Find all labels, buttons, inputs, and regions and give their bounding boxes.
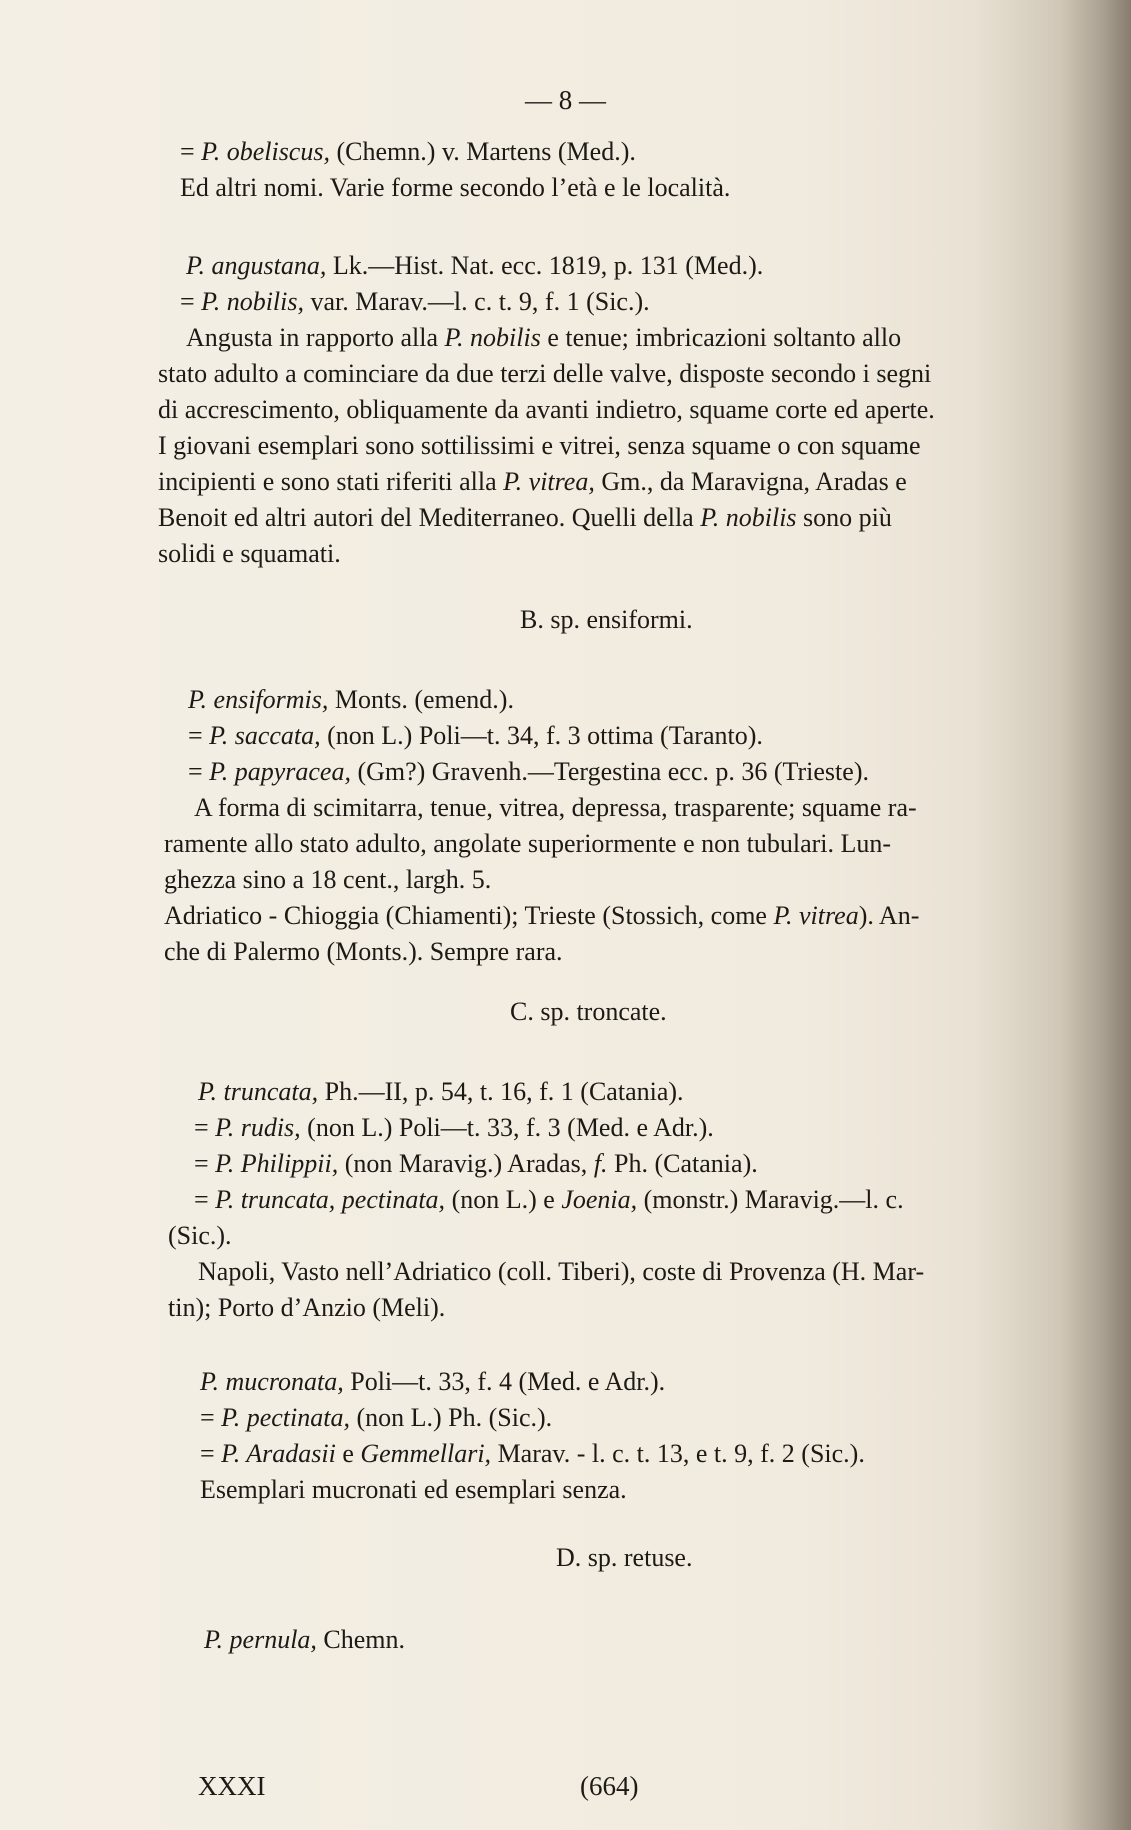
text-span: ramente allo stato adulto, angolate superiormente e non tubulari. Lun- — [164, 829, 892, 858]
italic-text: P. nobilis, — [201, 287, 304, 316]
text-span: incipienti e sono stati riferiti alla — [158, 467, 504, 496]
text-span: (non L.) e — [445, 1185, 562, 1214]
text-line — [164, 936, 563, 968]
text-span: C. sp. troncate. — [510, 997, 667, 1026]
text-span: ). An- — [858, 901, 920, 930]
italic-text: P. vitrea, — [503, 467, 595, 496]
text-line — [200, 1366, 665, 1398]
text-span: Monts. (emend.). — [328, 685, 514, 714]
text-line — [188, 684, 514, 716]
page-edge-shadow — [1061, 0, 1131, 1830]
text-span: (Gm?) Gravenh.—Tergestina ecc. p. 36 (Trieste). — [350, 757, 869, 786]
text-line — [198, 1076, 684, 1108]
text-line — [188, 756, 869, 788]
text-line — [164, 828, 891, 860]
text-line — [186, 322, 901, 354]
text-span: Ph.—II, p. 54, t. 16, f. 1 (Catania). — [318, 1077, 684, 1106]
text-line — [194, 1148, 758, 1180]
text-line — [158, 538, 341, 570]
text-span: Ph. (Catania). — [607, 1149, 758, 1178]
text-line — [200, 1438, 865, 1470]
text-line — [204, 1624, 405, 1656]
text-span: A forma di scimitarra, tenue, vitrea, depressa, trasparente; squame ra- — [194, 793, 917, 822]
text-span: che di Palermo (Monts.). Sempre rara. — [164, 937, 563, 966]
text-span: = — [194, 1185, 216, 1214]
italic-text: P. angustana, — [186, 251, 327, 280]
signature-mark: XXXI — [198, 1771, 266, 1801]
text-span: (non L.) Poli—t. 33, f. 3 (Med. e Adr.). — [300, 1113, 714, 1142]
text-span: = — [194, 1149, 216, 1178]
italic-text: Gemmellari, — [360, 1439, 492, 1468]
text-span: Esemplari mucronati ed esemplari senza. — [200, 1475, 627, 1504]
text-span: D. sp. retuse. — [556, 1543, 693, 1572]
text-span: (Sic.). — [168, 1221, 232, 1250]
text-span: = — [180, 287, 202, 316]
text-line — [510, 996, 667, 1028]
italic-text: P. saccata, — [209, 721, 321, 750]
text-span: (Chemn.) v. Martens (Med.). — [329, 137, 636, 166]
text-line — [194, 792, 917, 824]
italic-text: P. pectinata, — [221, 1403, 350, 1432]
text-line — [164, 864, 491, 896]
italic-text: P. obeliscus, — [201, 137, 330, 166]
text-line — [188, 720, 763, 752]
text-span: var. Marav.—l. c. t. 9, f. 1 (Sic.). — [304, 287, 650, 316]
text-line — [158, 430, 921, 462]
text-line — [180, 136, 636, 168]
text-span: Napoli, Vasto nell’Adriatico (coll. Tiberi), coste di Provenza (H. Mar- — [198, 1257, 925, 1286]
text-line — [168, 1292, 445, 1324]
text-line — [200, 1474, 627, 1506]
folio-number: (664) — [580, 1771, 639, 1801]
text-line — [194, 1184, 904, 1216]
text-span: Chemn. — [316, 1625, 406, 1654]
text-span: I giovani esemplari sono sottilissimi e vitrei, senza squame o con squame — [158, 431, 921, 460]
text-line — [180, 286, 650, 318]
text-span: e tenue; imbricazioni soltanto allo — [540, 323, 902, 352]
italic-text: P. papyracea, — [209, 757, 351, 786]
text-span: solidi e squamati. — [158, 539, 341, 568]
italic-text: P. Aradasii — [221, 1439, 336, 1468]
text-span: Gm., da Maravigna, Aradas e — [594, 467, 907, 496]
text-line — [158, 502, 892, 534]
text-line — [164, 900, 919, 932]
italic-text: P. pernula, — [204, 1625, 317, 1654]
text-span: Marav. - l. c. t. 13, e t. 9, f. 2 (Sic.). — [491, 1439, 865, 1468]
italic-text: Joenia, — [561, 1185, 638, 1214]
page-number: — 8 — — [525, 85, 606, 115]
text-span: (non Maravig.) Aradas, — [338, 1149, 594, 1178]
text-line — [158, 394, 935, 426]
italic-text: P. mucronata, — [200, 1367, 344, 1396]
text-line — [186, 250, 763, 282]
text-span: Benoit ed altri autori del Mediterraneo. Quelli della — [158, 503, 701, 532]
text-span: di accrescimento, obliquamente da avanti indietro, squame corte ed aperte. — [158, 395, 935, 424]
text-line — [198, 1256, 924, 1288]
italic-text: P. truncata, pectinata, — [215, 1185, 446, 1214]
text-span: (monstr.) Maravig.—l. c. — [637, 1185, 904, 1214]
text-line — [180, 172, 730, 204]
text-line — [520, 604, 693, 636]
text-span: = — [194, 1113, 216, 1142]
text-line — [194, 1112, 714, 1144]
text-span: Ed altri nomi. Varie forme secondo l’età e le località. — [180, 173, 731, 202]
italic-text: P. rudis, — [215, 1113, 301, 1142]
text-line — [200, 1402, 552, 1434]
text-span: ghezza sino a 18 cent., largh. 5. — [164, 865, 492, 894]
text-span: = — [180, 137, 202, 166]
text-span: tin); Porto d’Anzio (Meli). — [168, 1293, 446, 1322]
italic-text: P. ensiformis, — [188, 685, 329, 714]
text-span: Lk.—Hist. Nat. ecc. 1819, p. 131 (Med.). — [326, 251, 764, 280]
text-span: = — [188, 757, 210, 786]
text-line — [556, 1542, 692, 1574]
text-line — [168, 1220, 232, 1252]
text-span: e — [335, 1439, 361, 1468]
italic-text: P. vitrea — [773, 901, 859, 930]
text-line — [158, 466, 907, 498]
text-line — [158, 358, 931, 390]
text-span: Adriatico - Chioggia (Chiamenti); Trieste (Stossich, come — [164, 901, 774, 930]
italic-text: f. — [593, 1149, 608, 1178]
italic-text: P. nobilis — [444, 323, 541, 352]
text-span: = — [188, 721, 210, 750]
text-span: (non L.) Poli—t. 34, f. 3 ottima (Taranto). — [320, 721, 763, 750]
text-span: = — [200, 1403, 222, 1432]
italic-text: P. nobilis — [700, 503, 797, 532]
text-span: Angusta in rapporto alla — [186, 323, 445, 352]
text-span: (non L.) Ph. (Sic.). — [349, 1403, 553, 1432]
text-span: B. sp. ensiformi. — [520, 605, 693, 634]
text-span: = — [200, 1439, 222, 1468]
text-span: sono più — [796, 503, 892, 532]
text-span: Poli—t. 33, f. 4 (Med. e Adr.). — [343, 1367, 666, 1396]
italic-text: P. truncata, — [198, 1077, 319, 1106]
italic-text: P. Philippii, — [215, 1149, 339, 1178]
text-span: stato adulto a cominciare da due terzi delle valve, disposte secondo i segni — [158, 359, 932, 388]
